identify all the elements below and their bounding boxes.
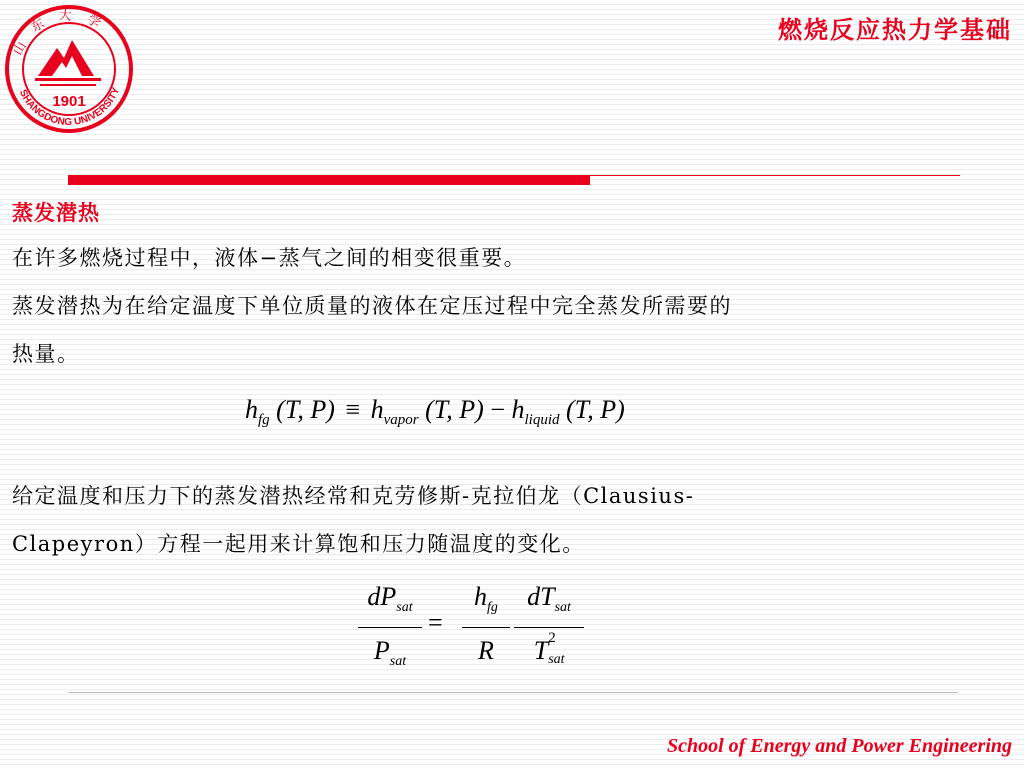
footer-divider: [68, 692, 958, 693]
logo-university-name: SHANGDONG UNIVERSITY: [16, 85, 123, 129]
eq2-T: T: [533, 636, 549, 665]
university-logo: [2, 2, 136, 136]
paragraph-1: 在许多燃烧过程中，液体−蒸气之间的相变很重要。: [12, 246, 527, 270]
paragraph-3-line-1: 给定温度和压力下的蒸发潜热经常和克劳修斯-克拉伯龙（Clausius-: [12, 484, 695, 508]
eq2-fg: fg: [487, 600, 498, 616]
latent-heat-equation: [245, 395, 625, 429]
course-title: 燃烧反应热力学基础: [778, 15, 1012, 44]
eq1-h-vapor: h: [370, 395, 384, 424]
eq2-P: P: [373, 636, 390, 665]
logo-chinese-name: 山东大学: [10, 8, 115, 59]
eq2-numerator-2: [462, 582, 510, 616]
eq2-denominator-1: [358, 636, 422, 670]
eq1-args-2: (T, P): [425, 395, 484, 424]
eq2-sat-1: sat: [396, 600, 413, 616]
header-divider-line: [590, 175, 960, 176]
eq2-h: h: [474, 582, 488, 611]
eq1-args-3: (T, P): [566, 395, 625, 424]
eq2-numerator-1: [358, 582, 422, 616]
section-heading: 蒸发潜热: [12, 200, 100, 225]
eq2-fraction-bar-1: [358, 627, 422, 628]
eq1-sub-vapor: vapor: [383, 412, 419, 429]
eq1-h: h: [245, 395, 258, 424]
eq1-args-1: (T, P): [276, 395, 335, 424]
eq2-sat-2: sat: [389, 654, 407, 670]
paragraph-2-line-1: 蒸发潜热为在给定温度下单位质量的液体在定压过程中完全蒸发所需要的: [12, 294, 732, 318]
eq2-sat-4: sat: [548, 652, 565, 667]
eq2-fraction-bar-3: [514, 627, 584, 628]
logo-year: 1901: [52, 93, 86, 110]
eq1-sub-liquid: liquid: [524, 412, 560, 429]
eq2-dT: dT: [527, 582, 555, 611]
eq1-h-liquid: h: [511, 395, 525, 424]
eq2-denominator-3: [514, 630, 584, 667]
paragraph-3-line-2: Clapeyron）方程一起用来计算饱和压力随温度的变化。: [12, 532, 585, 556]
paragraph-2-line-2: 热量。: [12, 342, 80, 366]
school-name: School of Energy and Power Engineering: [666, 735, 1012, 757]
clausius-clapeyron-equation: [350, 582, 590, 682]
eq2-fraction-bar-2: [462, 627, 510, 628]
eq1-equiv: ≡: [345, 395, 361, 424]
eq2-equals: =: [428, 608, 443, 637]
eq2-sat-3: sat: [554, 600, 571, 616]
eq2-exponent: 2: [548, 630, 556, 646]
eq2-R: R: [478, 636, 494, 665]
eq1-sub-fg: fg: [258, 412, 270, 429]
eq2-dP: dP: [367, 582, 397, 611]
header-divider-bar: [68, 175, 590, 185]
eq2-numerator-3: [514, 582, 584, 616]
eq1-minus: −: [490, 395, 505, 424]
